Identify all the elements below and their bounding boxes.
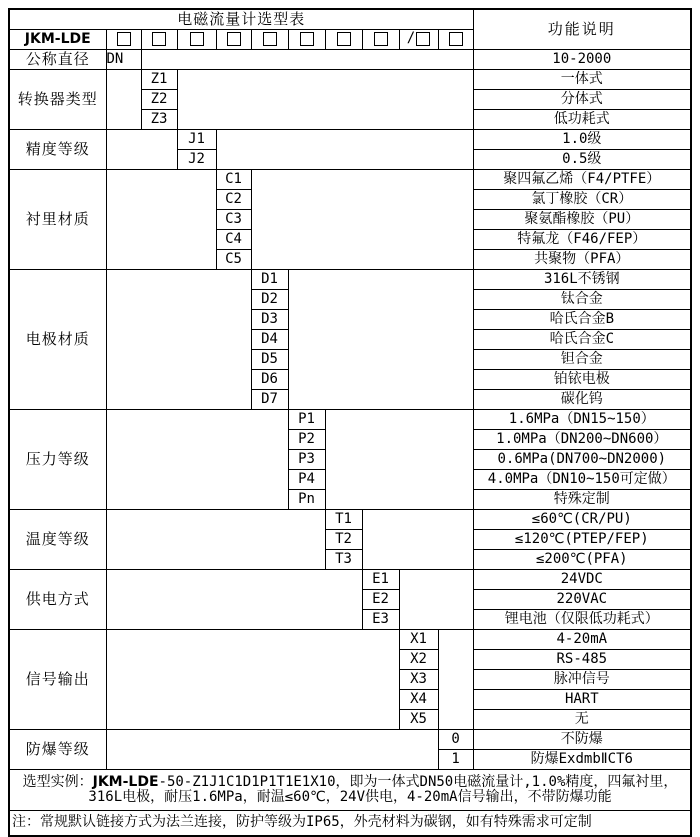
table-title: 电磁流量计选型表 bbox=[9, 9, 473, 30]
table-row bbox=[9, 130, 691, 150]
table-row bbox=[9, 170, 691, 190]
note-row bbox=[9, 811, 691, 837]
code-cell: Z2 bbox=[141, 90, 177, 110]
empty-cell bbox=[106, 410, 288, 510]
code-cell: X4 bbox=[399, 690, 438, 710]
function-desc-header: 功能说明 bbox=[473, 9, 691, 50]
section-label-accuracy: 精度等级 bbox=[9, 130, 106, 170]
code-checkbox-cell-10[interactable] bbox=[438, 30, 473, 50]
checkbox-icon[interactable] bbox=[117, 32, 131, 46]
empty-cell bbox=[106, 570, 362, 630]
desc-cell: 10-2000 bbox=[473, 50, 691, 70]
desc-cell: 220VAC bbox=[473, 590, 691, 610]
code-cell: T1 bbox=[325, 510, 362, 530]
section-label-explosionproof: 防爆等级 bbox=[9, 730, 106, 770]
desc-cell: 脉冲信号 bbox=[473, 670, 691, 690]
desc-cell: 4.0MPa（DN10~150可定做） bbox=[473, 470, 691, 490]
table-row bbox=[9, 70, 691, 90]
example-row bbox=[9, 770, 691, 811]
empty-cell bbox=[288, 270, 473, 410]
desc-cell: ≤120℃(PTEP/FEP) bbox=[473, 530, 691, 550]
empty-cell bbox=[362, 510, 473, 570]
code-cell: T2 bbox=[325, 530, 362, 550]
code-checkbox-cell-7[interactable] bbox=[325, 30, 362, 50]
checkbox-icon[interactable] bbox=[374, 32, 388, 46]
desc-cell: 哈氏合金B bbox=[473, 310, 691, 330]
code-checkbox-cell-1[interactable] bbox=[106, 30, 141, 50]
desc-cell: 1.0MPa（DN200~DN600） bbox=[473, 430, 691, 450]
code-checkbox-cell-8[interactable] bbox=[362, 30, 399, 50]
checkbox-icon[interactable] bbox=[263, 32, 277, 46]
checkbox-icon[interactable] bbox=[152, 32, 166, 46]
code-cell: J2 bbox=[177, 150, 216, 170]
section-label-electrode: 电极材质 bbox=[9, 270, 106, 410]
desc-cell: RS-485 bbox=[473, 650, 691, 670]
desc-cell: HART bbox=[473, 690, 691, 710]
code-cell: C2 bbox=[216, 190, 251, 210]
table-row bbox=[9, 270, 691, 290]
table-row bbox=[9, 730, 691, 750]
desc-cell: 钛合金 bbox=[473, 290, 691, 310]
code-cell: X1 bbox=[399, 630, 438, 650]
desc-cell: 哈氏合金C bbox=[473, 330, 691, 350]
code-cell: E1 bbox=[362, 570, 399, 590]
code-checkbox-cell-4[interactable] bbox=[216, 30, 251, 50]
code-checkbox-cell-3[interactable] bbox=[177, 30, 216, 50]
code-cell: X2 bbox=[399, 650, 438, 670]
empty-cell bbox=[106, 630, 399, 730]
example-line-1: 选型实例：JKM-LDE-50-Z1J1C1D1P1T1E1X10，即为一体式DN50电磁流量计,1.0%精度，四氟衬里， bbox=[22, 773, 678, 790]
table-row bbox=[9, 570, 691, 590]
selection-table bbox=[8, 8, 692, 837]
code-cell: Pn bbox=[288, 490, 325, 510]
table-row bbox=[9, 410, 691, 430]
section-label-lining: 衬里材质 bbox=[9, 170, 106, 270]
empty-cell bbox=[106, 510, 325, 570]
code-cell: P3 bbox=[288, 450, 325, 470]
code-cell: D7 bbox=[251, 390, 288, 410]
empty-cell bbox=[399, 570, 473, 630]
code-cell: X3 bbox=[399, 670, 438, 690]
desc-cell: 钽合金 bbox=[473, 350, 691, 370]
table-row bbox=[9, 510, 691, 530]
section-label-power: 供电方式 bbox=[9, 570, 106, 630]
empty-cell bbox=[106, 270, 251, 410]
desc-cell: 锂电池（仅限低功耗式） bbox=[473, 610, 691, 630]
section-label-pressure: 压力等级 bbox=[9, 410, 106, 510]
section-label-diameter: 公称直径 bbox=[9, 50, 106, 70]
checkbox-icon[interactable] bbox=[337, 32, 351, 46]
empty-cell bbox=[325, 410, 473, 510]
desc-cell: 0.6MPa(DN700~DN2000) bbox=[473, 450, 691, 470]
code-cell: E3 bbox=[362, 610, 399, 630]
code-cell: C4 bbox=[216, 230, 251, 250]
slash-separator: / bbox=[406, 30, 416, 47]
footnote: 注：常规默认链接方式为法兰连接，防护等级为IP65，外壳材料为碳钢，如有特殊需求可定制 bbox=[9, 811, 691, 837]
code-cell: D3 bbox=[251, 310, 288, 330]
checkbox-icon[interactable] bbox=[227, 32, 241, 46]
empty-cell bbox=[216, 130, 473, 170]
desc-cell: 24VDC bbox=[473, 570, 691, 590]
model-prefix: JKM-LDE bbox=[9, 30, 106, 50]
example-line-2: 316L电极，耐压1.6MPa，耐温≤60℃，24V供电，4-20mA信号输出，不带防爆功能 bbox=[88, 789, 612, 805]
desc-cell: 无 bbox=[473, 710, 691, 730]
code-cell: DN bbox=[106, 50, 141, 70]
code-cell: Z3 bbox=[141, 110, 177, 130]
code-cell: 1 bbox=[438, 750, 473, 770]
code-cell: E2 bbox=[362, 590, 399, 610]
code-cell: C3 bbox=[216, 210, 251, 230]
code-cell: D2 bbox=[251, 290, 288, 310]
example-model-code: JKM-LDE bbox=[92, 773, 159, 790]
checkbox-icon[interactable] bbox=[416, 32, 430, 46]
table-row bbox=[9, 630, 691, 650]
code-cell: P2 bbox=[288, 430, 325, 450]
desc-cell: 特氟龙（F46/FEP） bbox=[473, 230, 691, 250]
code-checkbox-cell-2[interactable] bbox=[141, 30, 177, 50]
desc-cell: 316L不锈钢 bbox=[473, 270, 691, 290]
desc-cell: ≤200℃(PFA) bbox=[473, 550, 691, 570]
desc-cell: 4-20mA bbox=[473, 630, 691, 650]
code-checkbox-cell-9[interactable] bbox=[399, 30, 438, 50]
code-checkbox-cell-5[interactable] bbox=[251, 30, 288, 50]
desc-cell: 特殊定制 bbox=[473, 490, 691, 510]
selection-example bbox=[9, 770, 691, 811]
flowmeter-selection-sheet bbox=[8, 8, 692, 837]
code-cell: P4 bbox=[288, 470, 325, 490]
section-label-converter: 转换器类型 bbox=[9, 70, 106, 130]
desc-cell: 分体式 bbox=[473, 90, 691, 110]
desc-cell: 共聚物（PFA） bbox=[473, 250, 691, 270]
desc-cell: 0.5级 bbox=[473, 150, 691, 170]
desc-cell: 铂铱电极 bbox=[473, 370, 691, 390]
desc-cell: 一体式 bbox=[473, 70, 691, 90]
code-cell: D1 bbox=[251, 270, 288, 290]
table-row bbox=[9, 50, 691, 70]
desc-cell: 1.0级 bbox=[473, 130, 691, 150]
code-cell: T3 bbox=[325, 550, 362, 570]
code-cell: D4 bbox=[251, 330, 288, 350]
code-cell: P1 bbox=[288, 410, 325, 430]
empty-cell bbox=[106, 130, 177, 170]
code-cell: J1 bbox=[177, 130, 216, 150]
checkbox-icon[interactable] bbox=[300, 32, 314, 46]
code-cell: D6 bbox=[251, 370, 288, 390]
empty-cell bbox=[106, 170, 216, 270]
empty-cell bbox=[251, 170, 473, 270]
table-header-row bbox=[9, 9, 691, 30]
desc-cell: 1.6MPa（DN15~150） bbox=[473, 410, 691, 430]
code-cell: Z1 bbox=[141, 70, 177, 90]
desc-cell: ≤60℃(CR/PU) bbox=[473, 510, 691, 530]
code-cell: 0 bbox=[438, 730, 473, 750]
code-checkbox-cell-6[interactable] bbox=[288, 30, 325, 50]
section-label-temperature: 温度等级 bbox=[9, 510, 106, 570]
section-label-signal: 信号输出 bbox=[9, 630, 106, 730]
empty-cell bbox=[438, 630, 473, 730]
desc-cell: 碳化钨 bbox=[473, 390, 691, 410]
desc-cell: 聚氨酯橡胶（PU） bbox=[473, 210, 691, 230]
desc-cell: 不防爆 bbox=[473, 730, 691, 750]
empty-cell bbox=[141, 50, 473, 70]
code-cell: D5 bbox=[251, 350, 288, 370]
empty-cell bbox=[106, 730, 438, 770]
desc-cell: 氯丁橡胶（CR） bbox=[473, 190, 691, 210]
code-cell: C5 bbox=[216, 250, 251, 270]
desc-cell: 低功耗式 bbox=[473, 110, 691, 130]
desc-cell: 防爆ExdmbⅡCT6 bbox=[473, 750, 691, 770]
empty-cell bbox=[177, 70, 473, 130]
code-cell: C1 bbox=[216, 170, 251, 190]
checkbox-icon[interactable] bbox=[190, 32, 204, 46]
desc-cell: 聚四氟乙烯（F4/PTFE） bbox=[473, 170, 691, 190]
checkbox-icon[interactable] bbox=[449, 32, 463, 46]
code-cell: X5 bbox=[399, 710, 438, 730]
empty-cell bbox=[106, 70, 141, 130]
